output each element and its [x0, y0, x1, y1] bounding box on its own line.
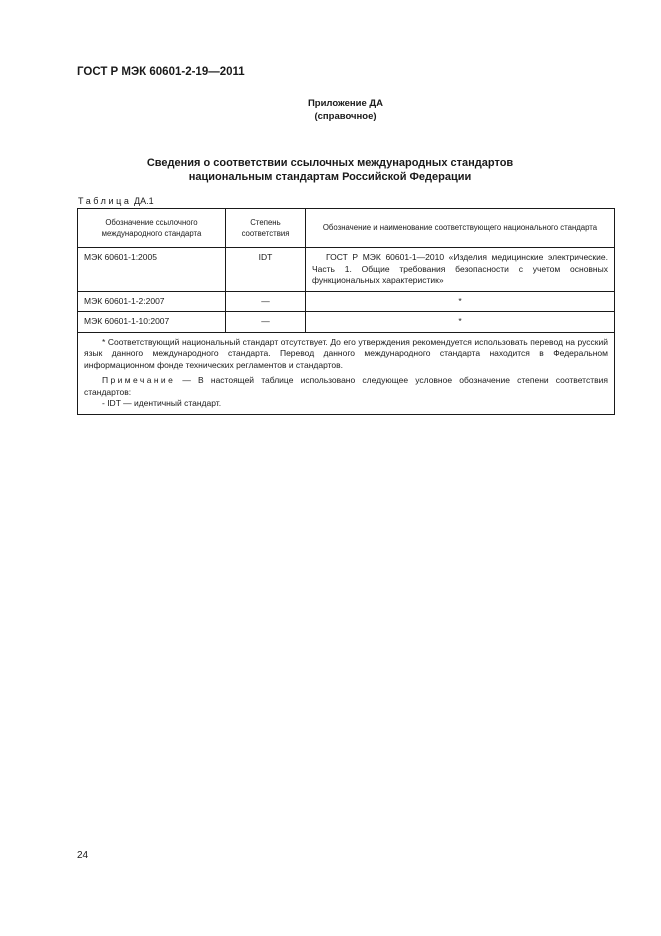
cell-national-text: ГОСТ Р МЭК 60601-1—2010 «Изделия медицинские электрические. Часть 1. Общие требования безопасности с учетом основных функциональных характеристик»	[312, 252, 608, 285]
header-national-standard: Обозначение и наименование соответствующего национального стандарта	[306, 209, 615, 248]
section-title	[77, 156, 583, 184]
table-note	[84, 375, 608, 398]
header-degree: Степень соответствия	[226, 209, 306, 248]
table-footnote: * Соответствующий национальный стандарт отсутствует. До его утверждения рекомендуется использовать перевод на русский язык данного международного стандарта. Перевод данного международного стандарта находится в Федеральном информационном фонде технических регламентов и стандартов.	[84, 336, 608, 370]
section-title-line2: национальным стандартам Российской Федерации	[188, 171, 472, 183]
table-caption-id: ДА.1	[134, 196, 154, 206]
cell-degree: IDT	[226, 248, 306, 292]
annex-title: Приложение ДА	[307, 98, 384, 109]
annex-heading	[0, 97, 661, 123]
cell-degree: —	[226, 312, 306, 333]
annex-note: (справочное)	[314, 111, 377, 122]
cell-degree: —	[226, 291, 306, 312]
table-notes	[78, 332, 615, 414]
cell-ref: МЭК 60601-1:2005	[78, 248, 226, 292]
cell-national: *	[306, 291, 615, 312]
table-caption	[78, 196, 154, 206]
table-row	[78, 312, 615, 333]
table-header-row	[78, 209, 615, 248]
page-number: 24	[77, 850, 89, 861]
note-word: Примечание	[102, 375, 176, 385]
correspondence-table	[77, 208, 615, 415]
note-text: — В настоящей таблице использовано следующее условное обозначение степени соответствия стандартов:	[84, 375, 608, 397]
table-caption-word: Таблица	[78, 196, 132, 206]
header-ref-standard: Обозначение ссылочного международного стандарта	[78, 209, 226, 248]
document-code: ГОСТ Р МЭК 60601-2-19—2011	[77, 66, 245, 78]
cell-ref: МЭК 60601-1-2:2007	[78, 291, 226, 312]
cell-national: *	[306, 312, 615, 333]
table-notes-row	[78, 332, 615, 414]
section-title-line1: Сведения о соответствии ссылочных международных стандартов	[146, 157, 514, 169]
note-item: - IDT — идентичный стандарт.	[102, 398, 222, 408]
table-row	[78, 248, 615, 292]
cell-ref: МЭК 60601-1-10:2007	[78, 312, 226, 333]
table-row	[78, 291, 615, 312]
cell-national	[306, 248, 615, 292]
